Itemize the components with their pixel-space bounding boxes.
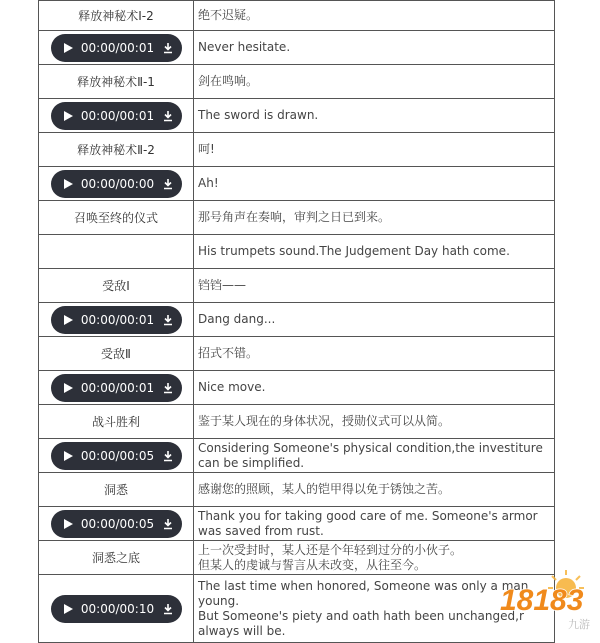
voice-line-text: Never hesitate.	[194, 31, 555, 65]
audio-row	[39, 507, 555, 541]
audio-time: 00:00/00:01	[80, 312, 155, 327]
play-icon[interactable]	[62, 603, 74, 615]
voice-name-cell: 洞悉之底	[39, 541, 194, 575]
voice-line-text: Dang dang...	[194, 303, 555, 337]
name-row	[39, 269, 555, 303]
voice-line-text: 铛铛——	[194, 269, 555, 303]
audio-player[interactable]	[51, 595, 182, 623]
voice-name-cell: 释放神秘术Ⅱ-1	[39, 65, 194, 99]
audio-row	[39, 31, 555, 65]
audio-time: 00:00/00:01	[80, 108, 155, 123]
voice-line-text: 绝不迟疑。	[194, 1, 555, 31]
audio-cell	[39, 575, 194, 643]
audio-time: 00:00/00:01	[80, 380, 155, 395]
audio-row	[39, 371, 555, 405]
voice-name-cell: 洞悉	[39, 473, 194, 507]
voice-line-text: 呵!	[194, 133, 555, 167]
voice-line-text: Nice move.	[194, 371, 555, 405]
audio-cell	[39, 99, 194, 133]
audio-time: 00:00/00:05	[80, 516, 155, 531]
voice-line-text: 鉴于某人现在的身体状况，授勋仪式可以从简。	[194, 405, 555, 439]
download-icon[interactable]	[162, 110, 174, 122]
voice-name-cell: 召唤至终的仪式	[39, 201, 194, 235]
voice-line-text: 上一次受封时，某人还是个年轻到过分的小伙子。 但某人的虔诚与誓言从未改变，从往至今。	[194, 541, 555, 575]
play-icon[interactable]	[62, 110, 74, 122]
voice-line-text: Considering Someone's physical condition,the investiture can be simplified.	[194, 439, 555, 473]
voice-name-cell: 释放神秘术Ⅱ-2	[39, 133, 194, 167]
play-icon[interactable]	[62, 42, 74, 54]
download-icon[interactable]	[162, 314, 174, 326]
audio-row	[39, 167, 555, 201]
voice-name-cell: 受敌Ⅰ	[39, 269, 194, 303]
download-icon[interactable]	[162, 382, 174, 394]
download-icon[interactable]	[162, 42, 174, 54]
watermark-logo	[486, 566, 596, 632]
audio-cell	[39, 371, 194, 405]
voice-lines-body	[39, 1, 555, 643]
voice-name-cell: 受敌Ⅱ	[39, 337, 194, 371]
download-icon[interactable]	[162, 603, 174, 615]
name-row	[39, 473, 555, 507]
audio-time: 00:00/00:00	[80, 176, 155, 191]
download-icon[interactable]	[162, 178, 174, 190]
audio-player[interactable]	[51, 442, 182, 470]
name-row	[39, 337, 555, 371]
audio-player[interactable]	[51, 170, 182, 198]
audio-cell	[39, 303, 194, 337]
play-icon[interactable]	[62, 314, 74, 326]
audio-row	[39, 439, 555, 473]
voice-line-text: 招式不错。	[194, 337, 555, 371]
audio-time: 00:00/00:10	[80, 601, 155, 616]
audio-time: 00:00/00:05	[80, 448, 155, 463]
audio-player[interactable]	[51, 374, 182, 402]
audio-cell	[39, 507, 194, 541]
audio-row	[39, 575, 555, 643]
watermark-subtext: 九游	[568, 618, 590, 631]
name-row	[39, 201, 555, 235]
name-row	[39, 541, 555, 575]
audio-player[interactable]	[51, 510, 182, 538]
play-icon[interactable]	[62, 450, 74, 462]
watermark-text: 18183	[500, 584, 584, 617]
audio-cell	[39, 439, 194, 473]
audio-player[interactable]	[51, 306, 182, 334]
voice-line-text: His trumpets sound.The Judgement Day hath come.	[194, 235, 555, 269]
audio-cell	[39, 31, 194, 65]
download-icon[interactable]	[162, 450, 174, 462]
audio-player[interactable]	[51, 102, 182, 130]
download-icon[interactable]	[162, 518, 174, 530]
voice-name-cell	[39, 235, 194, 269]
voice-name-cell: 释放神秘术Ⅰ-2	[39, 1, 194, 31]
play-icon[interactable]	[62, 518, 74, 530]
voice-line-text: The last time when honored, Someone was only a man young. But Someone's piety and oath hath been unchanged,r always will be.	[194, 575, 555, 643]
voice-line-text: Ah!	[194, 167, 555, 201]
voice-line-text: 感谢您的照顾，某人的铠甲得以免于锈蚀之苦。	[194, 473, 555, 507]
voice-line-text: 那号角声在奏响，审判之日已到来。	[194, 201, 555, 235]
audio-time: 00:00/00:01	[80, 40, 155, 55]
name-row	[39, 1, 555, 31]
play-icon[interactable]	[62, 382, 74, 394]
audio-row	[39, 303, 555, 337]
voice-line-text: The sword is drawn.	[194, 99, 555, 133]
voice-line-text: Thank you for taking good care of me. Someone's armor was saved from rust.	[194, 507, 555, 541]
play-icon[interactable]	[62, 178, 74, 190]
audio-row	[39, 99, 555, 133]
audio-cell	[39, 167, 194, 201]
voice-lines-table	[38, 0, 555, 643]
name-row	[39, 133, 555, 167]
voice-name-cell: 战斗胜利	[39, 405, 194, 439]
name-row	[39, 405, 555, 439]
name-row	[39, 235, 555, 269]
name-row	[39, 65, 555, 99]
audio-player[interactable]	[51, 34, 182, 62]
voice-line-text: 剑在鸣响。	[194, 65, 555, 99]
